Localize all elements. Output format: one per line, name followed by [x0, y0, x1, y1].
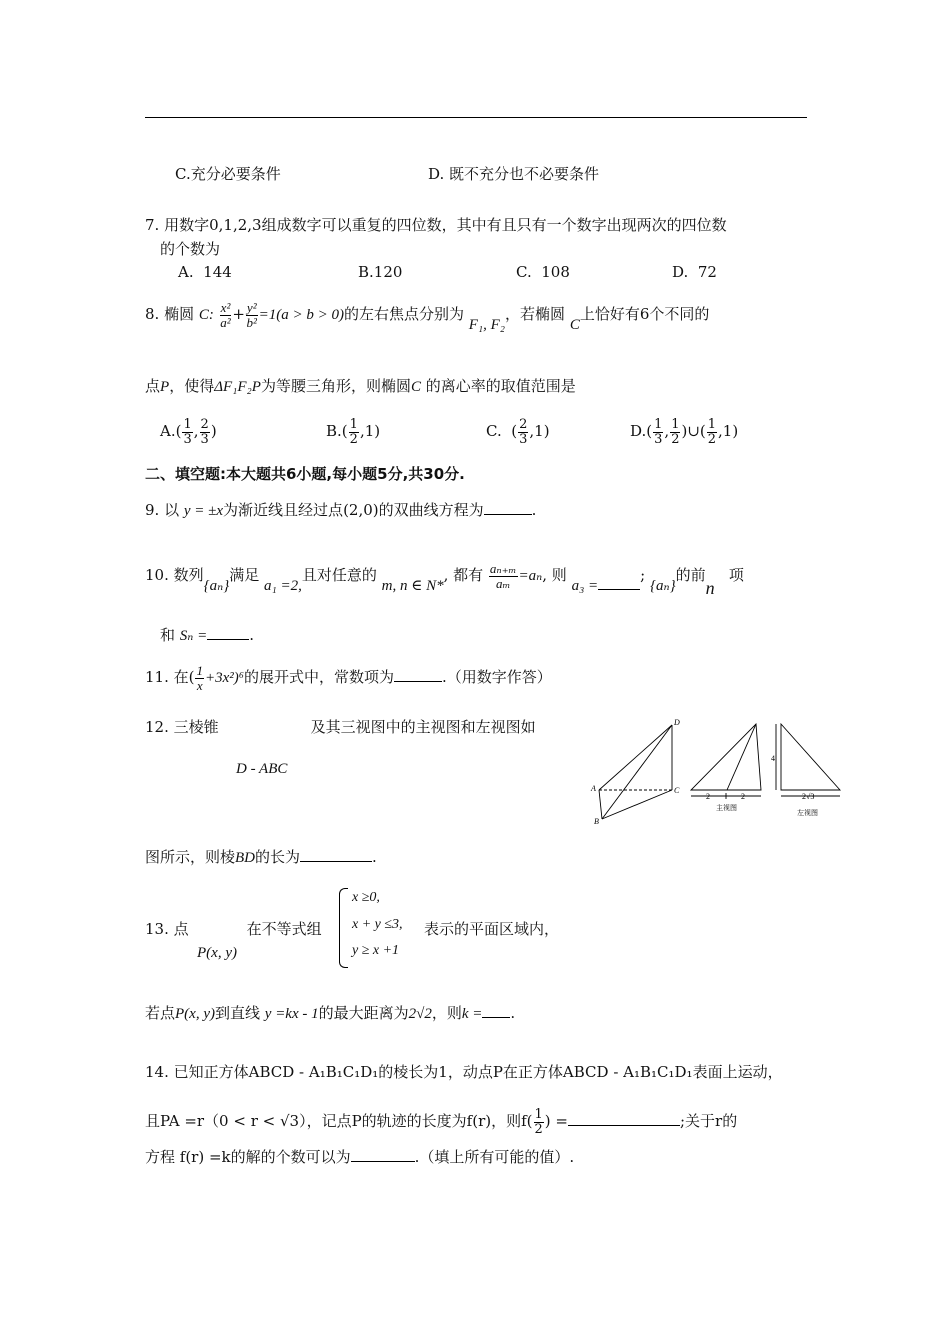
- q13-line1: [145, 918, 322, 939]
- q8-c-rest: ,1): [529, 422, 550, 441]
- q8-a2: a²: [220, 314, 231, 330]
- q12-line2-end: .: [372, 848, 377, 866]
- label-c: C: [674, 786, 680, 795]
- q8-a-frac2: [200, 418, 210, 446]
- q8-frac-y: [246, 301, 258, 329]
- q13-cond-1: x ≥0,: [352, 890, 380, 905]
- front-view-inner-line: [727, 724, 756, 790]
- q8-b-frac: [349, 418, 359, 446]
- q8-a-frac1: [182, 418, 192, 446]
- q7-text-a: 7. 用数字: [145, 216, 210, 234]
- q7-line2: 的个数为: [160, 240, 221, 258]
- q8-d-frac2: [670, 418, 680, 446]
- q8-x2: x²: [220, 300, 231, 315]
- q13-line2-a: 若点: [145, 1004, 176, 1022]
- q8-d-d3: 2: [707, 431, 717, 447]
- q8-frac-x: [220, 301, 232, 329]
- q9-point: (2,0): [343, 501, 379, 519]
- q7-a-label: A.: [178, 263, 194, 281]
- q8-line2-d: 的离心率的取值范围是: [425, 377, 576, 395]
- q8-y2: y²: [246, 300, 257, 315]
- q8-b-n1: 1: [349, 417, 358, 432]
- q8-a-d2: 3: [200, 431, 209, 447]
- q9-text-b: 为渐近线且经过点: [223, 501, 344, 519]
- label-b: B: [594, 817, 599, 826]
- q7-a-value: 144: [203, 263, 232, 281]
- q7-option-c: [516, 263, 570, 281]
- q9-text-c: 的双曲线方程为: [378, 501, 484, 519]
- q13-point: P(x, y): [197, 945, 237, 961]
- q12-answer-blank[interactable]: [300, 861, 372, 862]
- q13-cond-3: y ≥ x +1: [352, 943, 400, 958]
- q14-line2-b: ) =: [544, 1112, 568, 1131]
- q13-k: k =: [461, 1006, 483, 1022]
- q13-point-2: P(x, y): [175, 1006, 215, 1022]
- q8-line1: 8. 椭圆 C: $\frac{\text{x²}}{\text{a²}}$ + $\frac{\text{y²}}{\text{b²}}$ =1(a > b > 0)的左右焦点分别为 F₁, F₂，若椭圆 C上恰好有6个不同的: [145, 300, 710, 334]
- q8-mid2: ，若椭圆: [505, 305, 566, 324]
- q14-line3: [145, 1146, 574, 1167]
- q9-end: .: [531, 501, 537, 519]
- q8-b-rest: ,1): [359, 422, 381, 441]
- q9-answer-blank[interactable]: [484, 514, 532, 515]
- q13-line2-b: 到直线: [214, 1004, 260, 1022]
- q10-line2-end: .: [249, 626, 255, 644]
- q7-b-label: B.: [358, 263, 374, 281]
- q8-prefix: 8. 椭圆: [145, 305, 195, 324]
- q8-option-c: C. ( $\frac{2}{3}$ ,1): [486, 417, 550, 447]
- front-dim-2: 2: [741, 792, 745, 801]
- q7-option-b: [358, 263, 402, 281]
- q12-tetrahedron-name: D - ABC: [236, 761, 288, 777]
- q7-text-b: 组成数字可以重复的四位数，其中有且只有一个数字出现两次的四位数: [261, 216, 727, 234]
- q13-line2-c: 的最大距离为: [318, 1004, 409, 1022]
- q10-a3: a₃ =: [571, 578, 599, 595]
- header-rule: [145, 117, 807, 118]
- section-2-heading: 二、填空题:本大题共6小题,每小题5分,共30分.: [145, 465, 465, 483]
- q8-line2-a: 点: [145, 377, 161, 395]
- q8-triangle: ΔF₁F₂P: [214, 379, 261, 395]
- q14-answer-blank-2[interactable]: [351, 1161, 415, 1162]
- side-caption: 左视图: [797, 809, 818, 817]
- q13-line2: [145, 1002, 515, 1023]
- q8-line2-b: ，使得: [169, 377, 215, 395]
- q8-a-n1: 1: [183, 417, 192, 432]
- q11-text-c: 的展开式中，常数项为: [243, 668, 394, 687]
- q8-point-var: P: [160, 379, 170, 395]
- q10-text-b: 满足: [229, 566, 260, 585]
- q14-den: 2: [534, 1121, 543, 1137]
- side-dim: 2√3: [802, 792, 815, 801]
- q14-frac: [534, 1108, 544, 1136]
- q14-line2: [145, 1108, 737, 1136]
- q8-a-label: A.: [160, 422, 176, 441]
- q7-d-label: D.: [672, 263, 689, 281]
- side-view-triangle: [781, 724, 840, 790]
- front-caption: 主视图: [716, 804, 737, 812]
- q14-line3-b: .（填上所有可能的值）.: [414, 1148, 575, 1166]
- q13-text-b: 在不等式组: [246, 920, 322, 938]
- q14-answer-blank-1[interactable]: [568, 1125, 680, 1126]
- q8-d-label: D.: [630, 422, 647, 441]
- q8-tail: 上恰好有6个不同的: [579, 305, 710, 324]
- q10-a1: a₁ =2,: [264, 578, 302, 595]
- q11-answer-blank[interactable]: [394, 681, 442, 682]
- q8-ellipse-var-2: C: [569, 317, 580, 334]
- q10-num: aₙ₊ₘ: [489, 561, 517, 576]
- q8-a-d1: 3: [183, 431, 192, 447]
- q14-line2-c: ;关于r的: [680, 1112, 738, 1131]
- q8-option-d: D.( $\frac{1}{3}$ , $\frac{1}{2}$ )∪( $\frac{1}{2}$ ,1): [630, 417, 739, 447]
- q10-den: aₘ: [495, 575, 511, 591]
- q13-text-a: 13. 点: [145, 920, 189, 938]
- q8-d-n1: 1: [654, 417, 663, 432]
- q11-expr: +3x²)⁶: [204, 670, 244, 687]
- q7-c-label: C.: [516, 263, 532, 281]
- q11-frac: [195, 664, 204, 692]
- front-view-triangle: [691, 724, 761, 790]
- q8-b2: b²: [246, 314, 257, 330]
- front-dim-1: 2: [706, 792, 710, 801]
- q8-a-n2: 2: [200, 417, 209, 432]
- q10-text-f: ;: [640, 566, 646, 585]
- q8-b-label: B.: [326, 422, 342, 441]
- q13-answer-blank[interactable]: [482, 1017, 510, 1018]
- q11-num: 1: [196, 663, 203, 678]
- q12-line1: [145, 716, 536, 737]
- q12-text-a: 12. 三棱锥: [145, 718, 219, 736]
- label-d: D: [674, 718, 680, 727]
- q13-cond-2: x + y ≤3,: [352, 917, 403, 932]
- q10-n: n: [705, 578, 715, 599]
- q10-sn: Sₙ =: [179, 628, 208, 644]
- q8-c-frac: [518, 418, 528, 446]
- q10-text-c: 且对任意的: [301, 566, 377, 585]
- q10-mn: m, n ∈ N*: [381, 578, 444, 595]
- q8-d-frac3: [707, 418, 717, 446]
- q10-line2: [160, 624, 254, 645]
- q13-line-eq: y =kx - 1: [264, 1006, 319, 1022]
- q12-line2-a: 图所示，则棱: [145, 848, 236, 866]
- q12-bd: BD: [235, 850, 256, 866]
- q8-d-n2: 1: [671, 417, 680, 432]
- q10-seq: {aₙ}: [203, 578, 230, 595]
- q13-distance: 2√2: [408, 1006, 432, 1022]
- q8-d-d1: 3: [654, 431, 663, 447]
- q7-option-a: [178, 263, 232, 281]
- label-a: A: [591, 784, 596, 793]
- q9-line: [145, 499, 536, 520]
- q11-text-d: .（用数字作答）: [442, 668, 552, 687]
- q11-den: x: [196, 677, 203, 693]
- q14-num: 1: [534, 1107, 543, 1122]
- q8-c-n1: 2: [519, 417, 528, 432]
- q8-d-d2: 2: [671, 431, 680, 447]
- q8-ellipse-var-3: C: [410, 379, 421, 395]
- q8-b-d1: 2: [349, 431, 358, 447]
- q10-line1: [145, 561, 744, 599]
- q6-option-c: C.充分必要条件: [175, 165, 281, 183]
- q13-system-brace: [339, 888, 348, 968]
- q8-colon: :: [208, 307, 214, 324]
- q6-option-d: D. 既不充分也不必要条件: [428, 165, 600, 183]
- q7-option-d: [672, 263, 717, 281]
- edge-ab: [599, 790, 602, 819]
- q10-text-d: , 都有: [443, 566, 484, 585]
- q7-digits: 0,1,2,3: [209, 216, 262, 234]
- q10-eq: =aₙ: [518, 568, 543, 585]
- q7-d-value: 72: [697, 263, 717, 281]
- height-label: 4: [771, 754, 775, 763]
- q10-sn-blank[interactable]: [207, 639, 249, 640]
- q12-line2: [145, 846, 377, 867]
- q8-foci: F₁, F₂: [468, 317, 506, 334]
- q11-line: [145, 664, 552, 692]
- q10-text-g: 的前: [675, 566, 706, 585]
- q7-c-value: 108: [541, 263, 570, 281]
- q12-figure: [588, 716, 853, 828]
- q10-text-h: 项: [728, 566, 744, 585]
- q8-d-frac1: [653, 418, 663, 446]
- q11-text-a: 11. 在(: [145, 668, 195, 687]
- q10-frac: [489, 562, 518, 590]
- q9-expr: y = ±x: [183, 503, 224, 519]
- q8-ellipse-var: C: [198, 307, 209, 324]
- q7-line1: [145, 214, 727, 235]
- q14-line2-a: 且PA =r（0 < r < √3），记点P的轨迹的长度为f(r)，则f(: [145, 1112, 533, 1131]
- q8-d-n3: 1: [707, 417, 717, 432]
- q8-mid: 的左右焦点分别为: [343, 305, 464, 324]
- q14-line1: 14. 已知正方体ABCD - A₁B₁C₁D₁的棱长为1，动点P在正方体ABCD - A₁B₁C₁D₁表面上运动，: [145, 1063, 783, 1081]
- q8-eq: =1(a > b > 0): [258, 307, 344, 324]
- q8-d-rest: ,1): [718, 422, 739, 441]
- q8-c-label: C.: [486, 422, 502, 441]
- q10-text-e: , 则: [542, 566, 567, 585]
- q10-seq-2: {aₙ}: [650, 578, 676, 595]
- q9-text-a: 9. 以: [145, 501, 180, 519]
- q8-line2-c: 为等腰三角形，则椭圆: [260, 377, 411, 395]
- q10-a3-blank[interactable]: [598, 589, 640, 590]
- q7-b-value: 120: [373, 263, 403, 281]
- edge-da: [599, 725, 672, 790]
- q12-line2-b: 的长为: [255, 848, 301, 866]
- q8-line2: [145, 375, 576, 396]
- q13-line2-end: .: [510, 1004, 516, 1022]
- q8-option-a: A.( $\frac{1}{3}$ , $\frac{2}{3}$ ): [160, 417, 217, 447]
- q13-line2-d: ，则: [431, 1004, 462, 1022]
- q8-option-b: B.( $\frac{1}{2}$ ,1): [326, 417, 381, 447]
- q12-text-b: 及其三视图中的主视图和左视图如: [310, 718, 536, 736]
- q10-text-a: 10. 数列: [145, 566, 204, 585]
- q10-line2-a: 和: [160, 626, 176, 644]
- q8-c-d1: 3: [519, 431, 528, 447]
- q13-text-c: 表示的平面区域内，: [424, 920, 560, 938]
- q14-line3-a: 方程 f(r) =k的解的个数可以为: [145, 1148, 351, 1166]
